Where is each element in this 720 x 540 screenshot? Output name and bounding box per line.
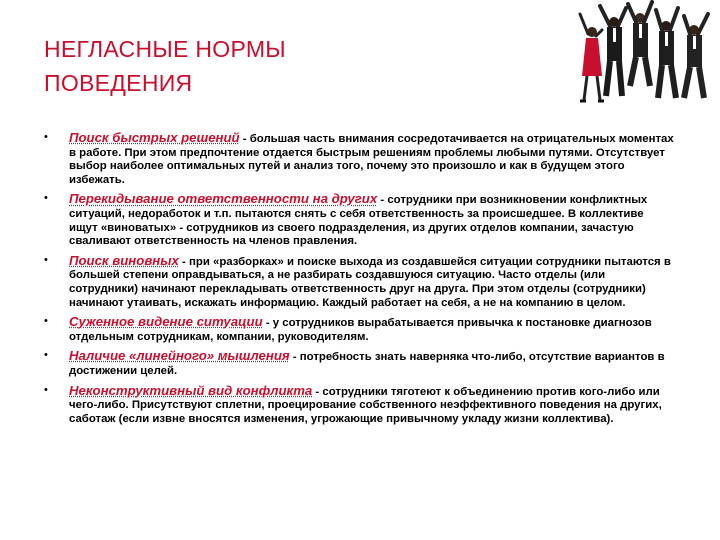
- bullet-icon: •: [44, 315, 48, 328]
- person-jumping-figure: [684, 14, 708, 98]
- list-item: [44, 315, 674, 344]
- norm-description: - сотрудники тяготеют к объединению против кого-либо или чего-либо. Присутствуют сплетни, проецирование собственного неэффективного поведения на других, саботаж (если извне вносятся изменения, угрожающие привычному укладу жизни коллектива).: [69, 385, 662, 425]
- list-item: [44, 384, 674, 427]
- norm-description: - большая часть внимания сосредотачивается на отрицательных моментах в работе. При этом предпочтение отдается быстрым решениям проблемы любыми путями. Отсутствует выбор наиболее оптимальных путей и анализ того, почему это произошло и как в будущем этого избежать.: [69, 133, 674, 186]
- page-title: [44, 32, 286, 100]
- bullet-icon: •: [44, 253, 48, 266]
- bullet-icon: •: [44, 192, 48, 205]
- norm-description: - потребность знать наверняка что-либо, отсутствие вариантов в достижении целей.: [69, 351, 665, 377]
- norm-description: - сотрудники при возникновении конфликтных ситуаций, недоработок и т.п. пытаются снять с себя ответственность за происшедшее. В коллективе ищут «виноватых» - сотрудников из своего подразделения, из других отделов компании, зачастую сваливают ответственность на членов правления.: [69, 194, 648, 248]
- norm-term: Поиск виновных: [69, 252, 179, 268]
- list-item: [44, 131, 674, 187]
- norm-term: Суженное видение ситуации: [69, 314, 263, 330]
- list-item: [44, 254, 674, 310]
- page-title-line-2: ПОВЕДЕНИЯ: [44, 70, 193, 96]
- list-item: [44, 349, 674, 378]
- norm-description: - у сотрудников вырабатывается привычка к постановке диагнозов отдельным сотрудникам, компании, руководителям.: [69, 317, 652, 343]
- list-item: [44, 192, 674, 248]
- person-in-suit-figure: [600, 6, 626, 96]
- person-jumping-figure: [628, 2, 652, 86]
- person-in-red-figure: [580, 14, 604, 101]
- person-jumping-figure: [656, 8, 678, 98]
- bullet-icon: •: [44, 383, 48, 396]
- norm-term: Неконструктивный вид конфликта: [69, 382, 313, 398]
- norm-term: Перекидывание ответственности на других: [69, 191, 378, 207]
- norms-bullet-list: [44, 131, 674, 431]
- page-title-line-1: НЕГЛАСНЫЕ НОРМЫ: [44, 36, 286, 62]
- norm-description: - при «разборках» и поиске выхода из создавшейся ситуации сотрудники пытаются в большей степени оправдываться, а не разбирать создавшуюся ситуацию. Часто отделы (или сотрудники) начинают перекладывать ответственность друг на друга. При этом отделы (сотрудники) начинают утаивать, искажать информацию. Каждый работает на себя, а не на компанию в целом.: [69, 255, 671, 309]
- norm-term: Поиск быстрых решений: [69, 130, 240, 145]
- bullet-icon: •: [44, 349, 48, 362]
- norm-term: Наличие «линейного» мышления: [69, 348, 290, 364]
- jumping-people-photo: [568, 0, 720, 122]
- bullet-icon: •: [44, 131, 48, 143]
